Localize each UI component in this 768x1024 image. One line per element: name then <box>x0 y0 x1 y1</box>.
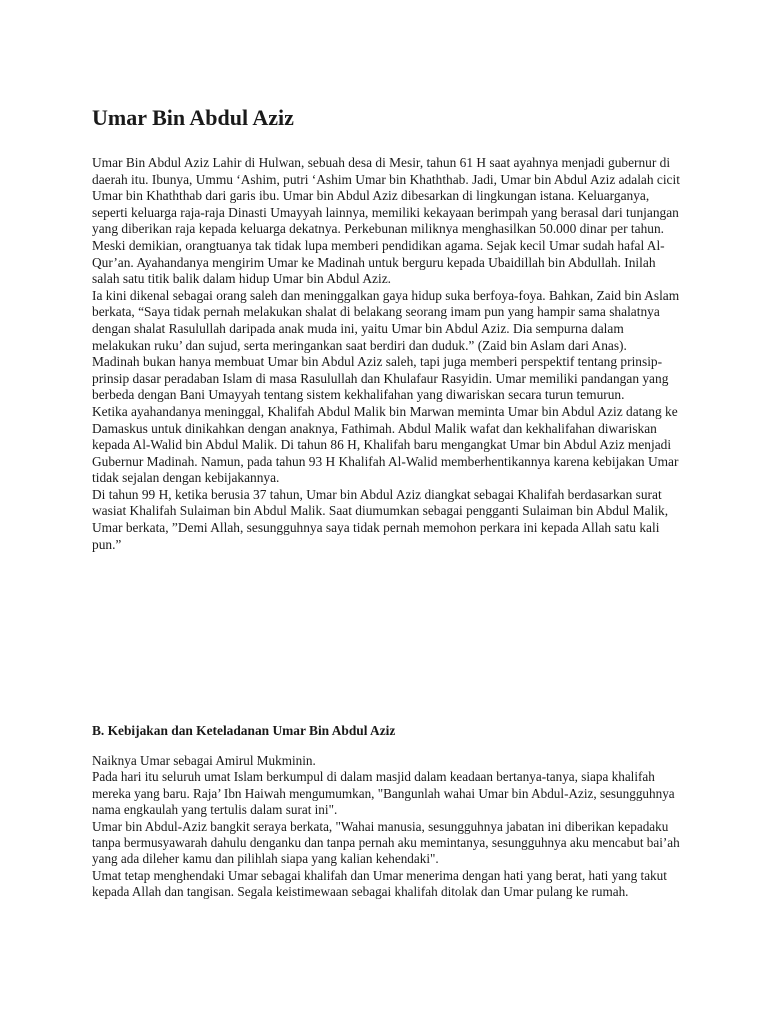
paragraph-acceptance: Umat tetap menghendaki Umar sebagai khalifah dan Umar menerima dengan hati yang berat, hati yang takut kepada Allah dan tangisan. Segala keistimewaan sebagai khalifah ditolak dan Umar pulang ke rumah. <box>92 867 667 900</box>
paragraph-caliph: Di tahun 99 H, ketika berusia 37 tahun, Umar bin Abdul Aziz diangkat sebagai Khalifah berdasarkan surat wasiat Khalifah Sulaiman bin Abdul Malik. Saat diumumkan sebagai pengganti Sulaiman bin Abdul Malik, Umar berkata, ”Demi Allah, sesungguhnya saya tidak pernah memohon perkara ini kepada Allah satu kali pun.” <box>92 486 669 552</box>
paragraph-amirul-mukminin: Naiknya Umar sebagai Amirul Mukminin. <box>92 753 316 768</box>
paragraph-announcement: Pada hari itu seluruh umat Islam berkumpul di dalam masjid dalam keadaan bertanya-tanya, siapa khalifah mereka yang baru. Raja’ Ibn Haiwah mengumumkan, "Bangunlah wahai Umar bin Abdul-Aziz, sesungguhnya nama engkaulah yang tertulis dalam surat ini". <box>92 769 675 818</box>
section-biography <box>92 155 682 553</box>
paragraph-damascus: Ketika ayahandanya meninggal, Khalifah Abdul Malik bin Marwan meminta Umar bin Abdul Aziz datang ke Damaskus untuk dinikahkan dengan anaknya, Fathimah. Abdul Malik wafat dan kekhalifahan diwariskan kepada Al-Walid bin Abdul Malik. Di tahun 86 H, Khalifah baru mengangkat Umar bin Abdul Aziz menjadi Gubernur Madinah. Namun, pada tahun 93 H Khalifah Al-Walid memberhentikannya karena kebijakan Umar tidak sejalan dengan kebijakannya. <box>92 403 679 486</box>
paragraph-speech: Umar bin Abdul-Aziz bangkit seraya berkata, "Wahai manusia, sesungguhnya jabatan ini diberikan kepadaku tanpa bermusyawarah dahulu denganku dan tanpa pernah aku memintanya, sesungguhnya aku mencabut bai’ah yang ada dileher kamu dan pilihlah siapa yang kalian kehendaki". <box>92 818 680 867</box>
paragraph-piety: Ia kini dikenal sebagai orang saleh dan meninggalkan gaya hidup suka berfoya-foya. Bahkan, Zaid bin Aslam berkata, “Saya tidak pernah melakukan shalat di belakang seorang imam pun yang hampir sama shalatnya dengan shalat Rasulullah daripada anak muda ini, yaitu Umar bin Abdul Aziz. Dia sempurna dalam melakukan ruku’ dan sujud, serta meringankan saat berdiri dan duduk.” (Zaid bin Aslam dari Anas). <box>92 287 680 353</box>
section-policies <box>92 753 682 901</box>
paragraph-madinah: Madinah bukan hanya membuat Umar bin Abdul Aziz saleh, tapi juga memberi perspektif tentang prinsip-prinsip dasar peradaban Islam di masa Rasulullah dan Khulafaur Rasyidin. Umar memiliki pandangan yang berbeda dengan Bani Umayyah tentang sistem kekhalifahan yang diwariskan secara turun temurun. <box>92 354 669 403</box>
document-title: Umar Bin Abdul Aziz <box>92 105 294 130</box>
section-heading-policies: B. Kebijakan dan Keteladanan Umar Bin Abdul Aziz <box>92 723 396 738</box>
paragraph-education: Meski demikian, orangtuanya tak tidak lupa memberi pendidikan agama. Sejak kecil Umar sudah hafal Al-Qur’an. Ayahandanya mengirim Umar ke Madinah untuk berguru kepada Ubaidillah bin Abdullah. Inilah salah satu titik balik dalam hidup Umar bin Abdul Aziz. <box>92 237 665 287</box>
paragraph-birth: Umar Bin Abdul Aziz Lahir di Hulwan, sebuah desa di Mesir, tahun 61 H saat ayahnya menjadi gubernur di daerah itu. Ibunya, Ummu ‘Ashim, putri ‘Ashim Umar bin Khaththab. Jadi, Umar bin Abdul Aziz adalah cicit Umar bin Khaththab dari garis ibu. Umar bin Abdul Aziz dibesarkan di lingkungan istana. Keluarganya, seperti keluarga raja-raja Dinasti Umayyah lainnya, memiliki kekayaan berimpah yang berasal dari tunjangan yang diberikan raja kepada keluarga dekatnya. Perkebunan miliknya menghasilkan 50.000 dinar per tahun. <box>92 155 680 237</box>
